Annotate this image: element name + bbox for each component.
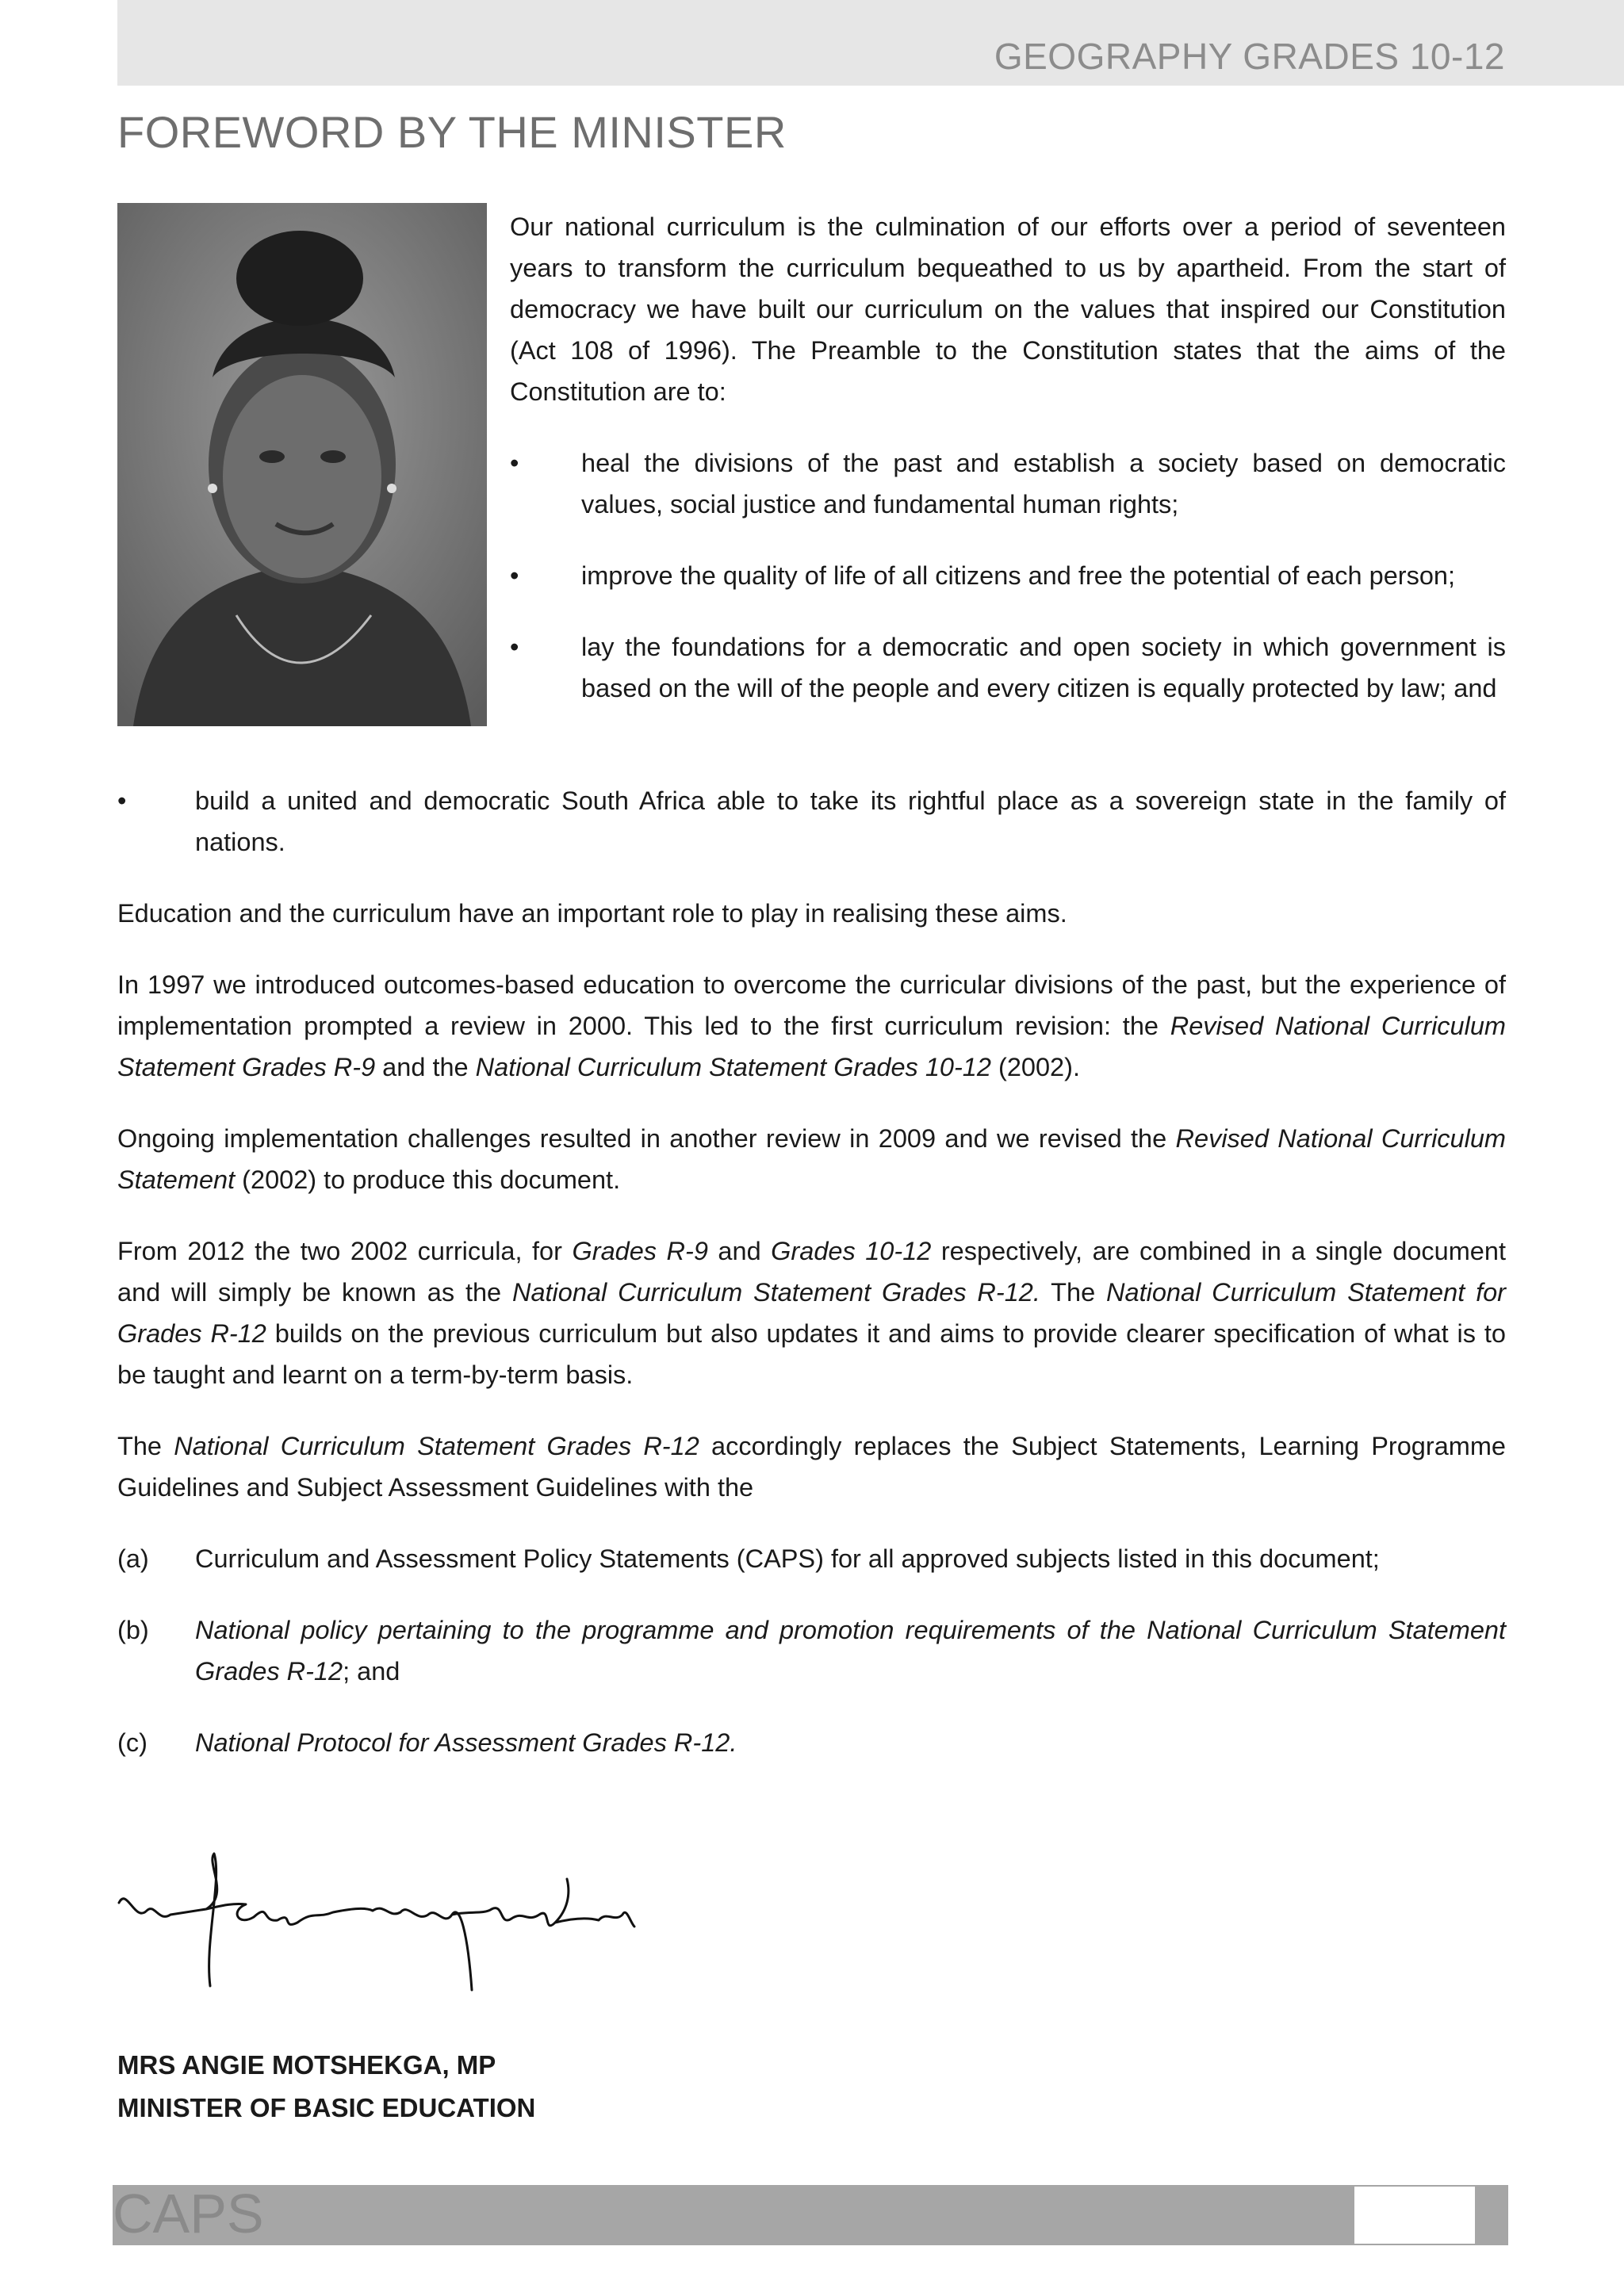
body-paragraph: In 1997 we introduced outcomes-based education to overcome the curricular divisions of the past, but the experience of implementation prompted a review in 2000. This led to the first curriculum revision: the Revised National Curriculum Statement Grades R-9 and the National Curriculum Statement Grades 10-12 (2002). [117,970,1506,1081]
list-item [510,555,1506,596]
minister-portrait-photo [117,203,487,726]
body-paragraph: Ongoing implementation challenges resulted in another review in 2009 and we revised the Revised National Curriculum Statement (2002) to produce this document. [117,1124,1506,1194]
bullet-marker: • [510,633,519,661]
item-marker: (a) [117,1544,149,1573]
list-item-text: Curriculum and Assessment Policy Statements (CAPS) for all approved subjects listed in this document; [195,1544,1380,1573]
constitution-aims-list [510,442,1506,739]
footer-band [113,2185,1508,2245]
signer-name: MRS ANGIE MOTSHEKGA, MP [117,2050,496,2080]
minister-signature [111,1847,666,1998]
list-item-text: National Protocol for Assessment Grades R-12. [195,1728,737,1757]
footer-label: CAPS [113,2183,264,2244]
list-item [510,626,1506,709]
list-item-text: heal the divisions of the past and establish a society based on democratic values, social justice and fundamental human rights; [581,449,1506,519]
document-header-title: GEOGRAPHY GRADES 10-12 [994,36,1505,77]
main-body [117,780,1506,1793]
body-paragraph: Education and the curriculum have an important role to play in realising these aims. [117,899,1067,928]
list-item [117,1722,1506,1763]
list-item [117,1538,1506,1579]
page-number-box [1354,2187,1475,2244]
body-paragraph: The National Curriculum Statement Grades R-12 accordingly replaces the Subject Statements, Learning Programme Guidelines and Subject Assessment Guidelines with the [117,1432,1506,1502]
intro-paragraph: Our national curriculum is the culmination of our efforts over a period of seventeen years to transform the curriculum bequeathed to us by apartheid. From the start of democracy we have built our curriculum on the values that inspired our Constitution (Act 108 of 1996). The Preamble to the Constitution states that the aims of the Constitution are to: [510,212,1506,406]
list-item: (b) National policy pertaining to the programme and promotion requirements of the National Curriculum Statement Grades R-12; and [117,1609,1506,1692]
body-paragraph: From 2012 the two 2002 curricula, for Grades R-9 and Grades 10-12 respectively, are combined in a single document and will simply be known as the National Curriculum Statement Grades R-12. The National Curriculum Statement for Grades R-12 builds on the previous curriculum but also updates it and aims to provide clearer specification of what is to be taught and learnt on a term-by-term basis. [117,1237,1507,1389]
bullet-marker: • [510,561,519,590]
list-item-text: lay the foundations for a democratic and open society in which government is based on the will of the people and every citizen is equally protected by law; and [581,633,1506,702]
item-marker: (b) [117,1616,149,1644]
list-item-text: improve the quality of life of all citizens and free the potential of each person; [581,561,1456,590]
list-item [117,780,1506,863]
list-item [510,442,1506,525]
signer-block [117,2044,535,2130]
bullet-marker: • [510,449,519,477]
list-item-text: National policy pertaining to the programme and promotion requirements of the National Curriculum Statement Grades R-12 [195,1616,1506,1686]
bullet-marker: • [117,786,127,815]
signer-title: MINISTER OF BASIC EDUCATION [117,2093,536,2122]
list-item-text: build a united and democratic South Africa able to take its rightful place as a sovereign state in the family of nations. [195,786,1506,856]
page-title: FOREWORD BY THE MINISTER [117,107,787,157]
item-marker: (c) [117,1728,147,1757]
